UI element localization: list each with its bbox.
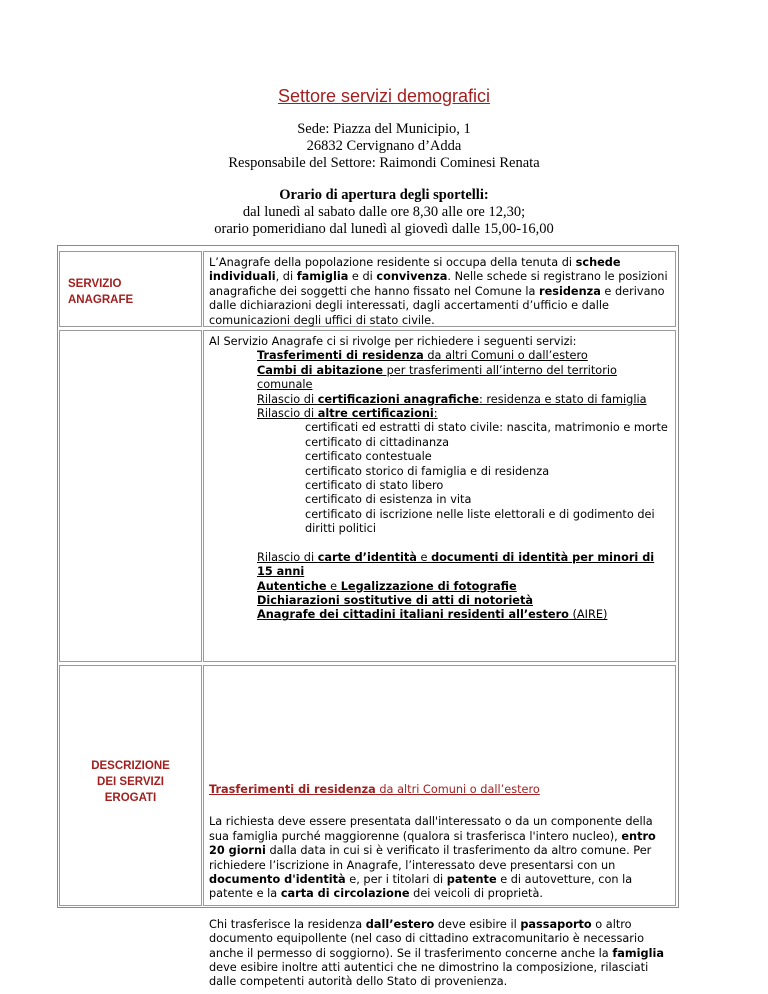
service-certificazioni-anagrafiche: Rilascio di certificazioni anagrafiche: residenza e stato di famiglia — [257, 392, 647, 406]
services-label-cell — [59, 330, 202, 662]
anagrafe-intro: L’Anagrafe della popolazione residente si occupa della tenuta di schede individuali, di famiglia e di convivenza. Nelle schede si registrano le posizioni anagrafiche dei soggetti che hanno fissato nel Comune la residenza e derivano dalle dichiarazioni degli interessati, dagli accertamenti d’ufficio e dalle comunicazioni degli uffici di stato civile. — [209, 256, 668, 327]
anagrafe-label-line2: ANAGRAFE — [68, 294, 134, 306]
service-carte-identita: Rilascio di carte d’identità e documenti di identità per minori di 15 anni — [257, 550, 655, 579]
descr-label-line3: EROGATI — [104, 792, 157, 804]
descr-paragraph-1: La richiesta deve essere presentata dall'interessato o da un componente della sua famiglia purché maggiorenne (qualora si trasferisca l'intero nucleo), entro 20 giorni dalla data in cui si è verificato il trasferimento da altro comune. Per richiedere l’iscrizione in Anagrafe, l’interessato deve presentarsi con un documento d'identità e, per i titolari di patente e di autovetture, con la patente e la carta di circolazione dei veicoli di proprietà. — [209, 815, 656, 901]
opening-hours-morning: dal lunedì al sabato dalle ore 8,30 alle ore 12,30; — [242, 204, 526, 220]
descr-paragraph-2: Chi trasferisce la residenza dall’estero deve esibire il passaporto o altro documento equipollente (nel caso di cittadino extracomunitario è necessario anche il permesso di soggiorno). Se il trasferimento concerne anche la famiglia deve esibire inoltre atti autentici che ne dimostrino la composizione, rilasciati dalle competenti autorità dello Stato di provenienza. — [209, 917, 664, 989]
office-address: Sede: Piazza del Municipio, 1 — [297, 121, 471, 137]
services-list — [209, 335, 673, 623]
office-manager: Responsabile del Settore: Raimondi Cominesi Renata — [228, 155, 540, 171]
opening-hours — [0, 187, 768, 238]
service-autentiche: Autentiche e Legalizzazione di fotografie — [257, 579, 517, 593]
descr-heading-link[interactable]: Trasferimenti di residenza da altri Comuni o dall’estero — [209, 783, 540, 796]
service-altre-certificazioni: Rilascio di altre certificazioni: — [257, 407, 438, 421]
office-info — [0, 121, 768, 172]
sub-item-storico: certificato storico di famiglia e di residenza — [305, 464, 550, 478]
sub-item-liste-elettorali: certificato di iscrizione nelle liste elettorali e di godimento dei diritti politici — [305, 507, 655, 536]
descr-label — [59, 758, 202, 806]
sub-item-stato-libero: certificato di stato libero — [305, 479, 444, 493]
office-city: 26832 Cervignano d’Adda — [306, 138, 462, 154]
anagrafe-label-line1: SERVIZIO — [68, 278, 122, 290]
sub-item-esistenza: certificato di esistenza in vita — [305, 493, 472, 507]
service-trasferimenti: Trasferimenti di residenza da altri Comuni o dall’estero — [257, 349, 588, 363]
descr-label-line1: DESCRIZIONE — [91, 760, 170, 772]
sub-item-estratti: certificati ed estratti di stato civile: nascita, matrimonio e morte — [305, 421, 668, 435]
service-cambi-abitazione: Cambi di abitazione per trasferimenti all’interno del territorio comunale — [257, 363, 617, 392]
services-intro: Al Servizio Anagrafe ci si rivolge per richiedere i seguenti servizi: — [209, 335, 577, 348]
sub-item-cittadinanza: certificato di cittadinanza — [305, 435, 449, 449]
descr-label-line2: DEI SERVIZI — [97, 776, 164, 788]
service-aire: Anagrafe dei cittadini italiani residenti all’estero (AIRE) — [257, 608, 608, 622]
service-dichiarazioni: Dichiarazioni sostitutive di atti di notorietà — [257, 593, 533, 607]
opening-hours-heading: Orario di apertura degli sportelli: — [279, 187, 489, 203]
sub-item-contestuale: certificato contestuale — [305, 450, 432, 464]
page-title: Settore servizi demografici — [277, 86, 491, 106]
opening-hours-afternoon: orario pomeridiano dal lunedì al giovedì dalle 15,00-16,00 — [214, 221, 554, 237]
anagrafe-label — [68, 276, 133, 308]
descr-content — [209, 783, 673, 990]
